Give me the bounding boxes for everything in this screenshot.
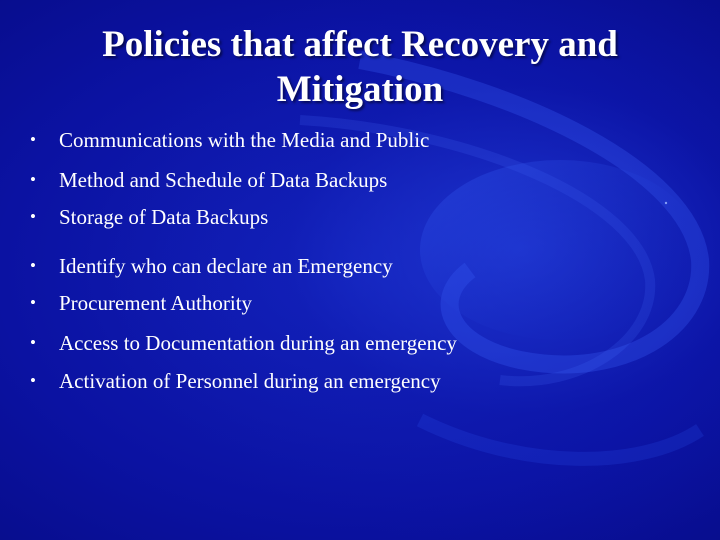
bullet-dot-icon: •	[30, 207, 36, 226]
bullet-item	[30, 204, 690, 230]
bullet-text: Procurement Authority	[59, 291, 253, 315]
bullet-item	[30, 167, 690, 193]
bullet-dot-icon: •	[30, 256, 36, 275]
bullet-text: Storage of Data Backups	[59, 205, 269, 229]
bullet-text: Activation of Personnel during an emergency	[59, 369, 441, 393]
bullet-text: Method and Schedule of Data Backups	[59, 168, 388, 192]
bullet-text: Communications with the Media and Public	[59, 128, 430, 152]
bullet-item	[30, 368, 690, 394]
bullet-dot-icon: •	[30, 333, 36, 352]
bullet-item	[30, 253, 690, 279]
bullet-item	[30, 127, 690, 153]
bullet-dot-icon: •	[30, 371, 36, 390]
slide-title: Policies that affect Recovery and Mitigation	[102, 24, 618, 110]
bullet-item	[30, 290, 690, 316]
bullet-dot-icon: •	[30, 170, 36, 189]
bullet-dot-icon: •	[30, 130, 36, 149]
bullet-text: Identify who can declare an Emergency	[59, 254, 393, 278]
bullet-item	[30, 330, 690, 356]
bullet-dot-icon: •	[30, 293, 36, 312]
bullet-text: Access to Documentation during an emergency	[59, 331, 457, 355]
